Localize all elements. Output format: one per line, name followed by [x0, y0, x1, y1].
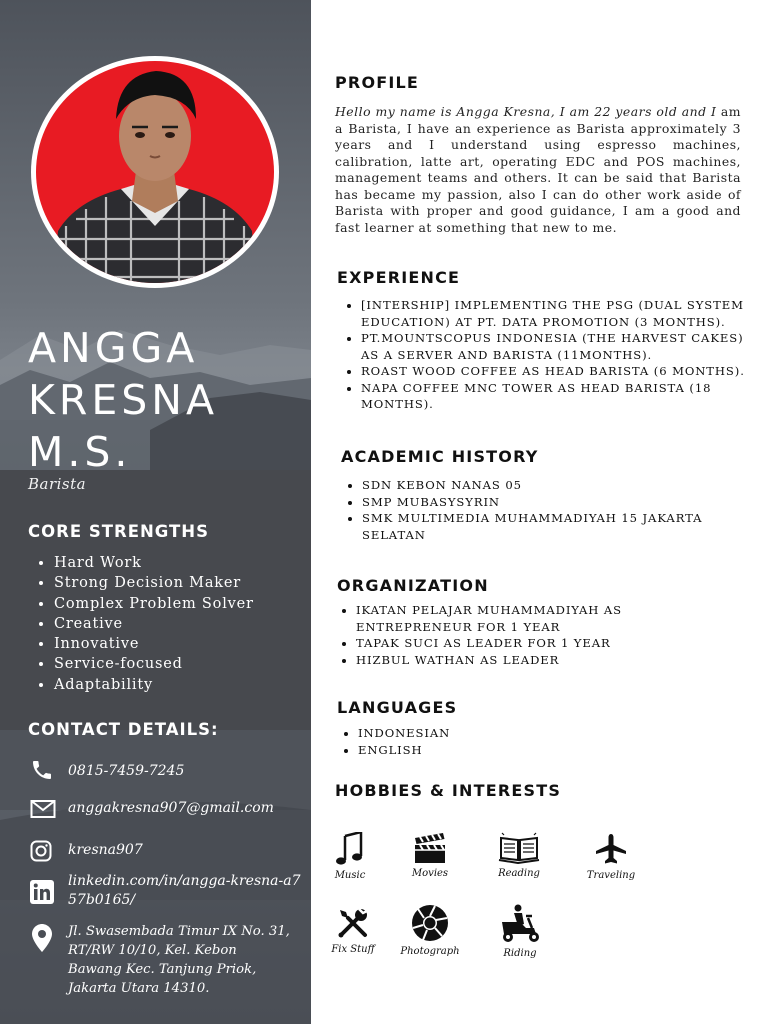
linkedin-icon: [30, 880, 54, 904]
profile-intro: Hello my name is Angga Kresna, I am 22 years old and I: [335, 104, 717, 119]
languages-list: [332, 725, 658, 758]
academic-history-list: [336, 477, 760, 543]
core-strengths-list: [28, 553, 254, 695]
open-book-icon: [498, 832, 540, 864]
hobby-fix-stuff: [327, 906, 379, 955]
name-line-2: KRESNA: [28, 376, 219, 424]
academic-item: • SMK MULTIMEDIA MUHAMMADIYAH 15 JAKARTA SELATAN: [362, 510, 760, 543]
email-address[interactable]: anggakresna907@gmail.com: [68, 800, 274, 816]
camera-aperture-icon: [411, 904, 449, 942]
hobby-photograph: [399, 904, 461, 957]
language-item: • ENGLISH: [358, 742, 658, 759]
airplane-icon: [594, 832, 628, 866]
experience-list: [335, 297, 761, 413]
instagram-handle[interactable]: kresna907: [68, 842, 143, 858]
hobby-label: Riding: [503, 948, 537, 959]
name-line-1: ANGGA: [28, 324, 199, 372]
hobby-label: Music: [334, 870, 366, 881]
hobby-label: Movies: [411, 868, 449, 879]
academic-item: • SMP MUBASYSYRIN: [362, 494, 760, 511]
profile-body: am a Barista, I have an experience as Barista approximately 3 years and I understand using espresso machines, calibration, latte art, operating EDC and POS machines, management teams and others. It can be said that Barista has became my passion, also I can do other work aside of Barista with proper and good guidance, I am a good and fast learner at something that new to me.: [335, 104, 741, 235]
hobby-label: Fix Stuff: [331, 944, 375, 955]
instagram-icon: [30, 840, 52, 862]
main-content: [311, 0, 768, 1024]
strength-item: • Complex Problem Solver: [54, 594, 254, 614]
academic-item: • SDN KEBON NANAS 05: [362, 477, 760, 494]
envelope-icon: [30, 799, 56, 819]
organization-item: • IKATAN PELAJAR MUHAMMADIYAH AS ENTREPRENEUR FOR 1 YEAR: [356, 602, 686, 635]
organization-item: • TAPAK SUCI AS LEADER FOR 1 YEAR: [356, 635, 686, 652]
experience-item: • ROAST WOOD COFFEE AS HEAD BARISTA (6 MONTHS).: [361, 363, 761, 380]
hobby-riding: [497, 904, 543, 959]
location-pin-icon: [32, 924, 52, 952]
strength-item: • Creative: [54, 614, 254, 634]
strength-item: • Adaptability: [54, 675, 254, 695]
experience-heading: EXPERIENCE: [337, 268, 461, 287]
languages-heading: LANGUAGES: [337, 698, 458, 717]
hobby-movies: [405, 832, 455, 879]
job-title: Barista: [28, 475, 87, 493]
hobby-label: Reading: [498, 868, 540, 879]
hobby-label: Photograph: [400, 946, 460, 957]
strength-item: • Innovative: [54, 634, 254, 654]
language-item: • INDONESIAN: [358, 725, 658, 742]
experience-item: • NAPA COFFEE MNC TOWER AS HEAD BARISTA (18 MONTHS).: [361, 380, 761, 413]
hobby-reading: [495, 832, 543, 879]
experience-item: • [INTERSHIP] IMPLEMENTING THE PSG (DUAL SYSTEM EDUCATION) AT PT. DATA PROMOTION (3 MONTHS).: [361, 297, 761, 330]
organization-list: [330, 602, 686, 668]
phone-icon: [30, 758, 54, 782]
tools-icon: [336, 906, 370, 940]
linkedin-url[interactable]: linkedin.com/in/angga-kresna-a757b0165/: [68, 873, 301, 908]
contact-details-heading: CONTACT DETAILS:: [28, 720, 219, 739]
profile-photo: [36, 61, 274, 283]
home-address: Jl. Swasembada Timur IX No. 31, RT/RW 10/10, Kel. Kebon Bawang Kec. Tanjung Priok, Jakarta Utara 14310.: [68, 924, 290, 996]
hobby-label: Traveling: [586, 870, 636, 881]
hobby-music: [327, 832, 373, 881]
strength-item: • Hard Work: [54, 553, 254, 573]
phone-number[interactable]: 0815-7459-7245: [68, 763, 185, 779]
profile-heading: PROFILE: [335, 73, 420, 92]
profile-text: [335, 104, 741, 236]
hobby-traveling: [583, 832, 639, 881]
name-line-3: M.S.: [28, 428, 132, 476]
organization-heading: ORGANIZATION: [337, 576, 489, 595]
strength-item: • Service-focused: [54, 654, 254, 674]
organization-item: • HIZBUL WATHAN AS LEADER: [356, 652, 686, 669]
strength-item: • Strong Decision Maker: [54, 573, 254, 593]
person-name: [28, 322, 218, 478]
scooter-rider-icon: [498, 904, 542, 944]
experience-item: • PT.MOUNTSCOPUS INDONESIA (THE HARVEST CAKES) AS A SERVER AND BARISTA (11MONTHS).: [361, 330, 761, 363]
music-note-icon: [335, 832, 365, 866]
clapperboard-icon: [413, 832, 447, 864]
academic-history-heading: ACADEMIC HISTORY: [341, 447, 539, 466]
hobbies-heading: HOBBIES & INTERESTS: [335, 781, 562, 800]
core-strengths-heading: CORE STRENGTHS: [28, 522, 209, 541]
